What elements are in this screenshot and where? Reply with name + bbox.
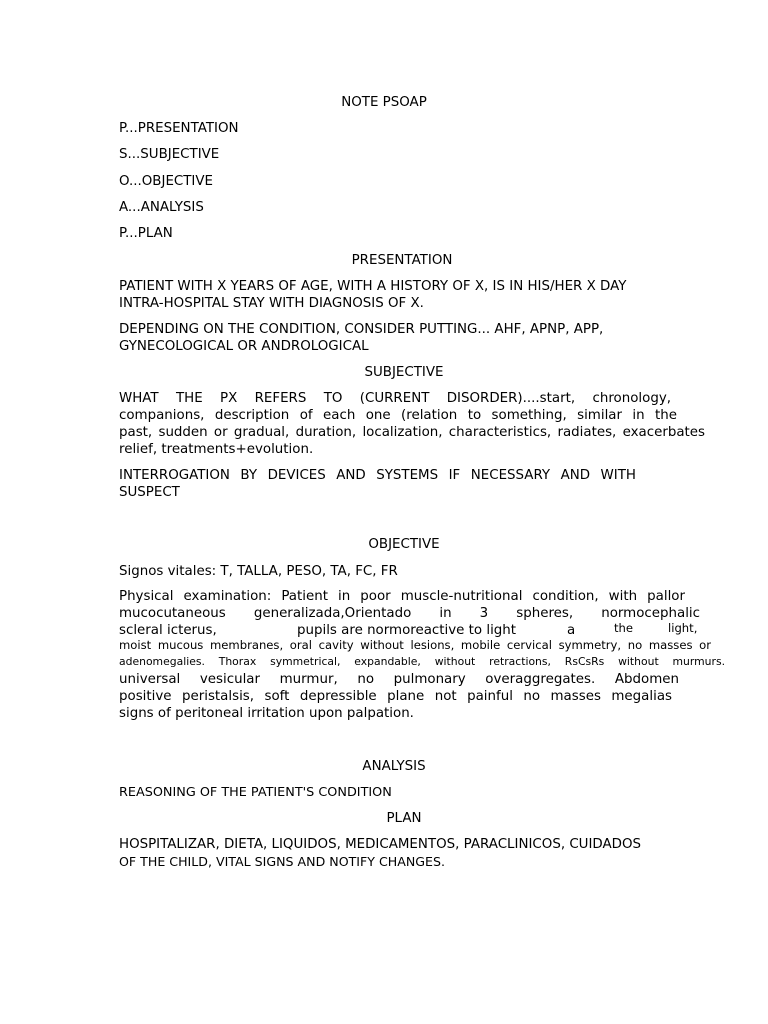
document-title: NOTE PSOAP <box>341 95 427 110</box>
index-item-subjective: S...SUBJECTIVE <box>119 147 220 162</box>
exam-text-line: signs of peritoneal irritation upon palpation. <box>119 706 414 721</box>
index-item-objective: O...OBJECTIVE <box>119 174 214 189</box>
index-item-plan: P...PLAN <box>119 226 173 241</box>
exam-text-fragment: a <box>567 623 576 638</box>
subjective-text-line: WHAT THE PX REFERS TO (CURRENT DISORDER)....start, chronology, <box>119 391 671 406</box>
exam-text-fragment: the <box>614 621 634 635</box>
exam-text-line: moist mucous membranes, oral cavity without lesions, mobile cervical symmetry, no masses or <box>119 638 711 652</box>
exam-text-line: mucocutaneous generalizada,Orientado in 3 spheres, normocephalic <box>119 606 700 621</box>
presentation-text-line: INTRA-HOSPITAL STAY WITH DIAGNOSIS OF X. <box>119 296 424 311</box>
index-item-analysis: A...ANALYSIS <box>119 200 204 215</box>
subjective-text-line: SUSPECT <box>119 485 180 500</box>
index-item-presentation: P...PRESENTATION <box>119 121 239 136</box>
plan-text-line: OF THE CHILD, VITAL SIGNS AND NOTIFY CHANGES. <box>119 854 445 869</box>
exam-text-line: Physical examination: Patient in poor muscle-nutritional condition, with pallor <box>119 589 685 604</box>
plan-text-line: HOSPITALIZAR, DIETA, LIQUIDOS, MEDICAMENTOS, PARACLINICOS, CUIDADOS <box>119 837 642 852</box>
presentation-text-line: GYNECOLOGICAL OR ANDROLOGICAL <box>119 339 369 354</box>
analysis-text: REASONING OF THE PATIENT'S CONDITION <box>119 785 392 800</box>
subjective-text-line: relief, treatments+evolution. <box>119 442 314 457</box>
exam-text-fragment: light, <box>668 621 698 635</box>
presentation-text-line: DEPENDING ON THE CONDITION, CONSIDER PUTTING... AHF, APNP, APP, <box>119 322 604 337</box>
exam-text-line: positive peristalsis, soft depressible plane not painful no masses megalias <box>119 689 672 704</box>
analysis-heading: ANALYSIS <box>362 759 426 774</box>
subjective-heading: SUBJECTIVE <box>364 365 444 380</box>
objective-heading: OBJECTIVE <box>368 537 440 552</box>
presentation-heading: PRESENTATION <box>351 253 453 268</box>
exam-text-fragment: scleral icterus, <box>119 623 217 638</box>
plan-heading: PLAN <box>386 811 422 826</box>
subjective-text-line: INTERROGATION BY DEVICES AND SYSTEMS IF NECESSARY AND WITH <box>119 468 636 483</box>
exam-text-line: adenomegalies. Thorax symmetrical, expandable, without retractions, RsCsRs without murmurs. <box>119 655 725 668</box>
presentation-text-line: PATIENT WITH X YEARS OF AGE, WITH A HISTORY OF X, IS IN HIS/HER X DAY <box>119 279 627 294</box>
vital-signs-text: Signos vitales: T, TALLA, PESO, TA, FC, FR <box>119 564 398 579</box>
exam-text-line: universal vesicular murmur, no pulmonary overaggregates. Abdomen <box>119 672 679 687</box>
subjective-text-line: past, sudden or gradual, duration, localization, characteristics, radiates, exacerbates <box>119 425 705 440</box>
exam-text-fragment: pupils are normoreactive to light <box>297 623 517 638</box>
subjective-text-line: companions, description of each one (relation to something, similar in the <box>119 408 677 423</box>
